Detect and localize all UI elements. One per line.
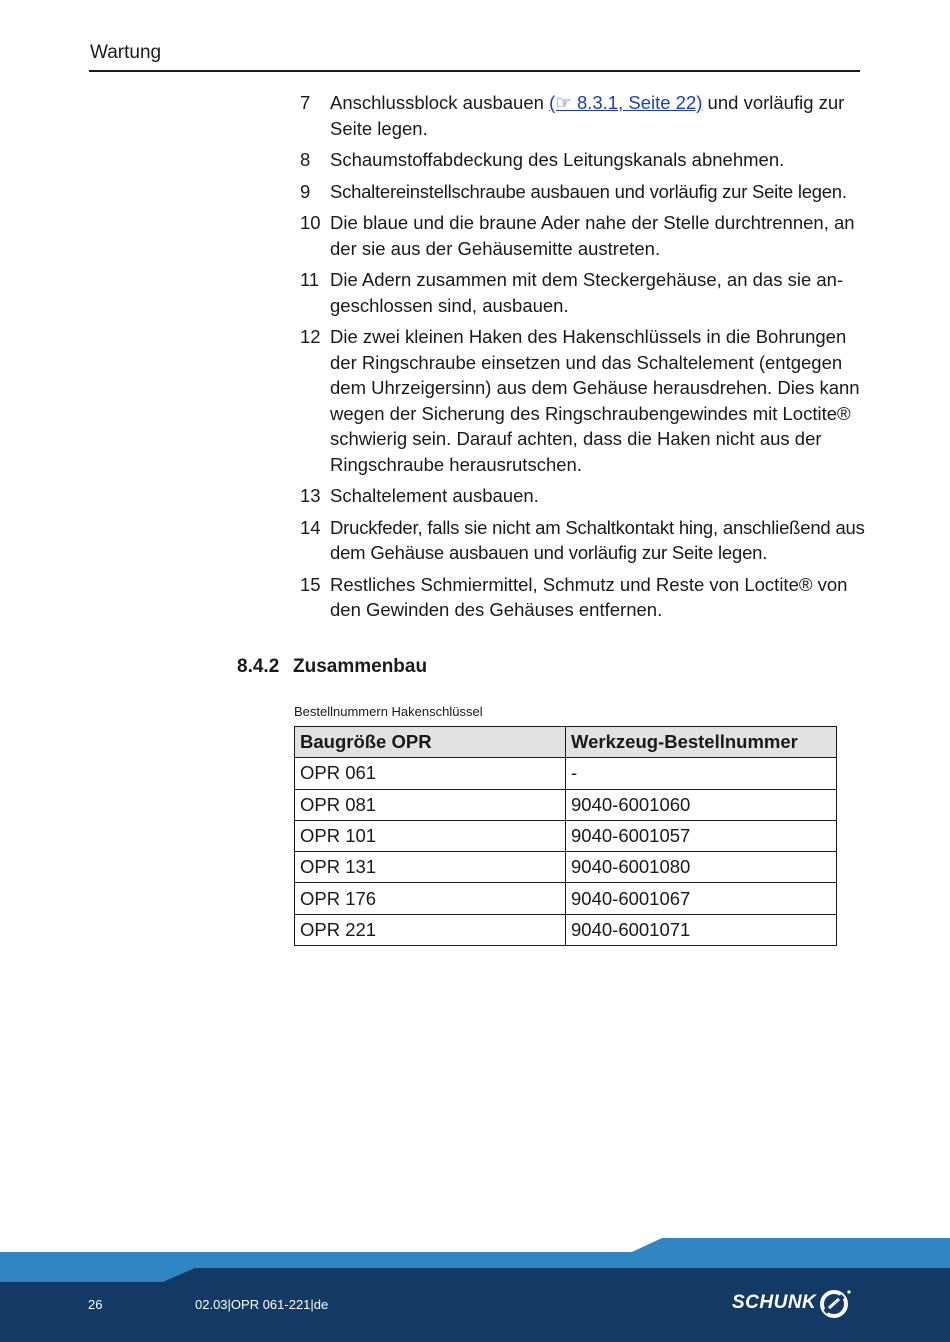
schunk-swirl-icon [819, 1286, 853, 1320]
table-row [295, 789, 837, 820]
step-text: Schaumstoffabdeckung des Leitungskanals abnehmen. [330, 149, 785, 170]
logo-text: SCHUNK [732, 1292, 817, 1313]
order-number-cell: 9040-6001071 [566, 914, 837, 945]
step-number: 10 [300, 212, 321, 233]
size-cell: OPR 221 [295, 914, 566, 945]
step-text: und vorläufig zur Seite legen. [330, 92, 845, 139]
step-text: Schaltelement ausbauen. [330, 485, 539, 506]
header-divider [89, 70, 860, 72]
order-number-cell: 9040-6001080 [566, 852, 837, 883]
column-header-size: Baugröße OPR [295, 727, 566, 758]
step-number: 14 [300, 516, 321, 538]
step-number: 13 [300, 485, 321, 506]
order-number-cell: 9040-6001057 [566, 820, 837, 851]
order-number-cell: 9040-6001067 [566, 883, 837, 914]
step-item [300, 147, 870, 173]
step-number: 15 [300, 573, 321, 595]
table-row [295, 820, 837, 851]
order-number-table [294, 726, 837, 946]
step-text: Die zwei kleinen Haken des Hakenschlüssels in die Bohrungen der Ringschraube einsetzen und das Schaltelement (entgegen dem Uhrzeigersinn) aus dem Gehäuse herausdrehen. Dies kann wegen der Sicherung des Ringschraubengewindes mit Loctite® schwierig sein. Darauf achten, dass die Haken nicht aus der Ringschraube herausrutschen. [330, 326, 860, 475]
size-cell: OPR 131 [295, 852, 566, 883]
order-number-cell: - [566, 758, 837, 789]
table-row [295, 852, 837, 883]
instruction-steps [300, 90, 870, 629]
step-item [300, 210, 870, 261]
size-cell: OPR 176 [295, 883, 566, 914]
step-number: 8 [300, 149, 311, 170]
order-number-cell: 9040-6001060 [566, 789, 837, 820]
step-text: Die Adern zusammen mit dem Steckergehäuse, an das sie angeschlossen sind, ausbauen. [330, 269, 844, 316]
step-item [300, 483, 870, 509]
schunk-logo [732, 1286, 853, 1320]
page-footer [0, 1238, 950, 1342]
size-cell: OPR 081 [295, 789, 566, 820]
step-text: Anschlussblock ausbauen [330, 92, 550, 113]
document-id: 02.03|OPR 061-221|de [195, 1297, 329, 1312]
step-item [300, 572, 870, 623]
column-header-order-number: Werkzeug-Bestellnummer [566, 727, 837, 758]
step-number: 12 [300, 326, 321, 347]
table-row [295, 883, 837, 914]
section-number: 8.4.2 [237, 656, 280, 677]
step-item [300, 179, 870, 205]
step-number: 7 [300, 92, 311, 113]
page-header-title: Wartung [90, 42, 162, 63]
page-number: 26 [88, 1297, 103, 1312]
section-title: Zusammenbau [293, 656, 428, 677]
step-text: Die blaue und die braune Ader nahe der Stelle durchtrennen, an der sie aus der Gehäusemitte austreten. [330, 212, 855, 259]
table-header-row [295, 727, 837, 758]
step-number: 9 [300, 180, 311, 202]
step-item [300, 267, 870, 318]
table-row [295, 758, 837, 789]
step-item [300, 90, 870, 141]
step-item [300, 324, 870, 477]
step-item [300, 515, 870, 566]
footer-light-tab [632, 1238, 950, 1252]
step-text: Schaltereinstellschraube ausbauen und vorläufig zur Seite legen. [330, 180, 847, 202]
step-number: 11 [300, 269, 320, 290]
size-cell: OPR 101 [295, 820, 566, 851]
step-text: Restliches Schmiermittel, Schmutz und Reste von Loctite® von den Gewinden des Gehäuses entfernen. [330, 573, 848, 620]
section-heading [237, 656, 427, 678]
step-text: Druckfeder, falls sie nicht am Schaltkontakt hing, anschließend aus dem Gehäuse ausbauen und vorläufig zur Seite legen. [330, 516, 865, 563]
table-caption: Bestellnummern Hakenschlüssel [294, 704, 483, 719]
size-cell: OPR 061 [295, 758, 566, 789]
cross-reference-link[interactable]: (☞ 8.3.1, Seite 22) [549, 92, 703, 113]
table-row [295, 914, 837, 945]
